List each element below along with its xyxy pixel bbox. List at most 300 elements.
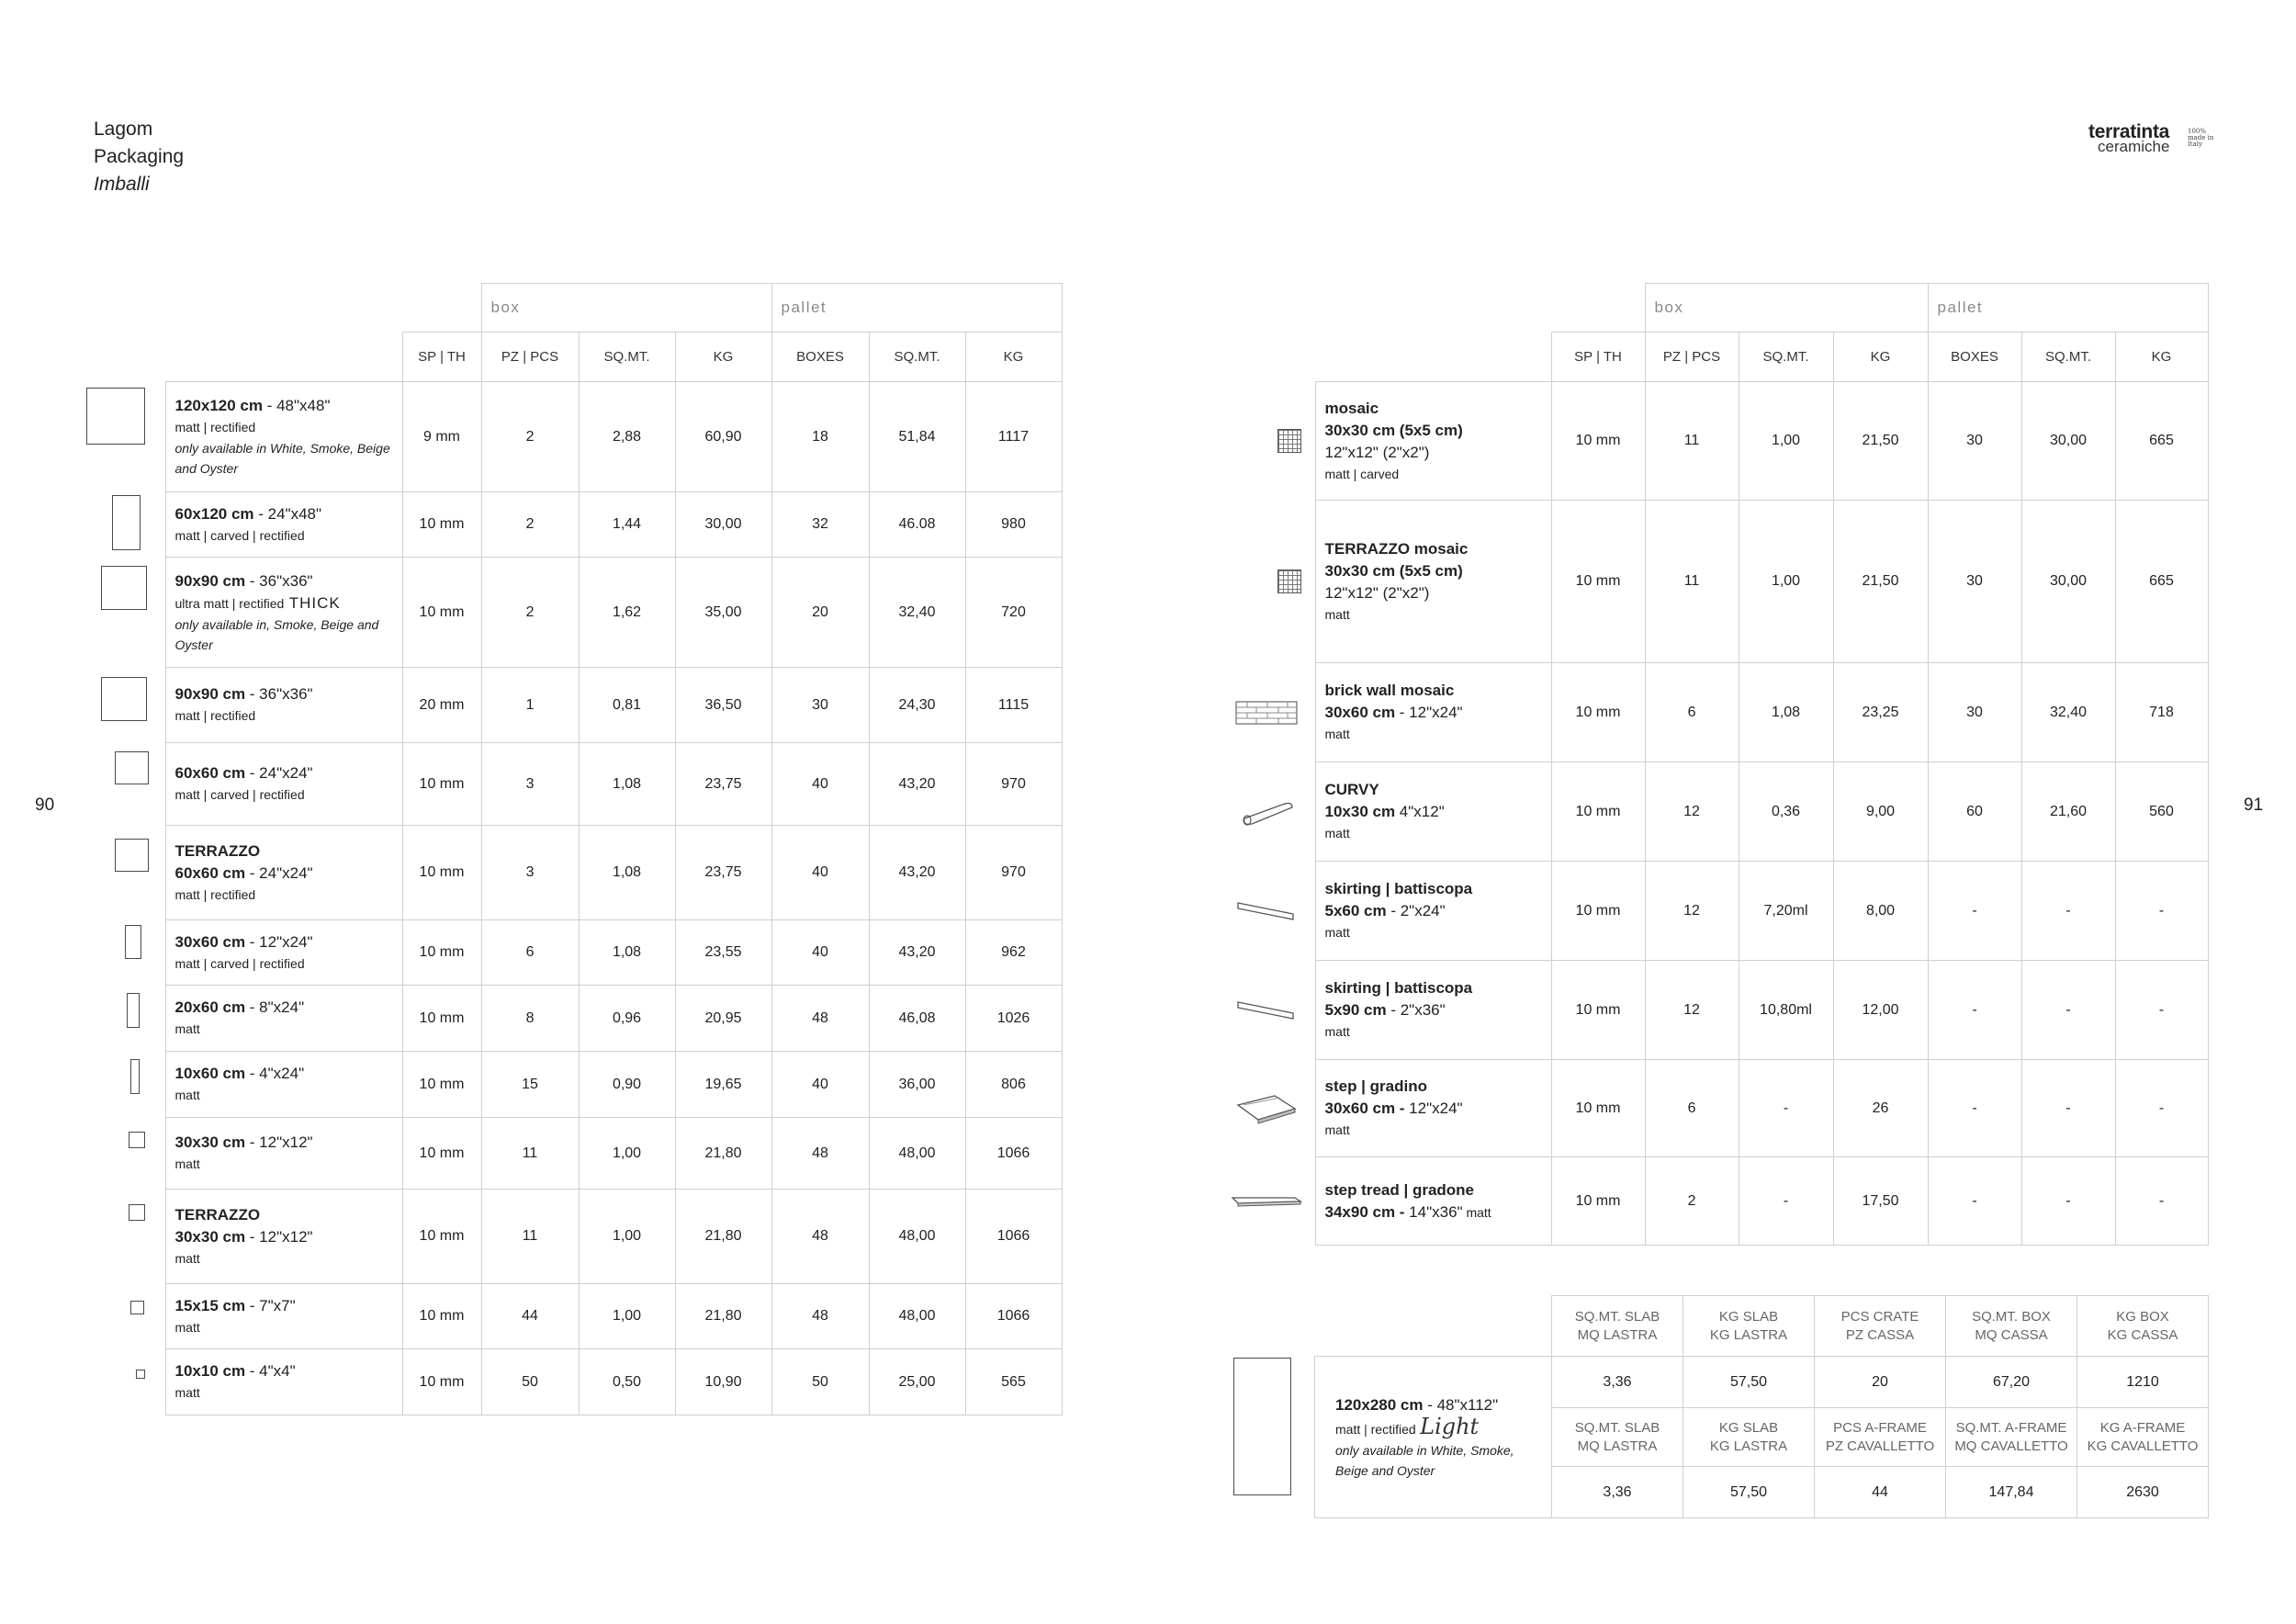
product-cell	[165, 1118, 402, 1190]
cell-pallet-sqmt: -	[2021, 862, 2115, 961]
product-cell	[1315, 663, 1551, 762]
section-title: Packaging	[94, 146, 185, 167]
product-size: 30x60 cm	[1324, 704, 1396, 721]
table-row	[83, 920, 1062, 986]
cell-pallet-kg: 565	[965, 1349, 1062, 1415]
cell-sp: 10 mm	[1551, 762, 1645, 862]
cell-boxes: -	[1928, 1157, 2021, 1246]
product-size-inch: - 8"x24"	[245, 998, 305, 1016]
thumb-cell	[83, 1349, 165, 1415]
thumb-cell	[83, 986, 165, 1052]
curvy-tile-icon	[1239, 798, 1294, 830]
cell-kg: 23,75	[675, 826, 771, 920]
mosaic-icon	[1277, 570, 1301, 593]
product-title: brick wall mosaic	[1324, 682, 1455, 699]
cell-boxes: -	[1928, 961, 2021, 1060]
table-row	[83, 1349, 1062, 1415]
cell-sqmt: 0,90	[579, 1052, 675, 1118]
cell-pallet-sqmt: -	[2021, 1060, 2115, 1157]
slab-h1-col5: KG BOX KG CASSA	[2077, 1296, 2209, 1357]
product-finish: matt | rectified	[174, 886, 256, 902]
cell-sqmt: 1,44	[579, 492, 675, 558]
cell-sqmt: 1,62	[579, 558, 675, 668]
thumb-cell	[83, 558, 165, 668]
product-size-inch: - 4"x24"	[245, 1065, 305, 1082]
step-tread-icon	[1231, 1192, 1302, 1215]
product-size-inch: 4"x12"	[1395, 803, 1445, 820]
product-note: only available in, Smoke, Beige and Oyster	[174, 616, 379, 652]
cell-pallet-sqmt: -	[2021, 961, 2115, 1060]
product-size: 60x60 cm	[174, 863, 246, 882]
cell-sp: 10 mm	[402, 826, 481, 920]
tile-swatch	[86, 388, 145, 445]
cell-boxes: -	[1928, 1060, 2021, 1157]
table-row	[1227, 862, 2208, 961]
product-size: 20x60 cm	[174, 998, 246, 1016]
cell-pallet-sqmt: 48,00	[869, 1118, 965, 1190]
slab-v1-1: 3,36	[1552, 1357, 1683, 1408]
cell-pallet-sqmt: 32,40	[869, 558, 965, 668]
cell-kg: 60,90	[675, 382, 771, 492]
product-cell	[1315, 862, 1551, 961]
slab-v1-4: 67,20	[1946, 1357, 2077, 1408]
cell-pz: 50	[481, 1349, 579, 1415]
cell-sqmt: 2,88	[579, 382, 675, 492]
slab-v2-1: 3,36	[1552, 1467, 1683, 1518]
slab-inch: - 48"x112"	[1423, 1395, 1499, 1414]
table-row	[83, 743, 1062, 826]
tile-swatch	[130, 1301, 144, 1314]
product-finish: ultra matt | rectified	[174, 595, 285, 611]
cell-boxes: 30	[1928, 501, 2021, 663]
cell-pallet-sqmt: 24,30	[869, 668, 965, 743]
cell-sqmt: 1,08	[579, 743, 675, 826]
product-finish: matt | carved | rectified	[174, 787, 305, 802]
logo-tag: 100% made in Italy	[2188, 128, 2214, 148]
cell-kg: 23,25	[1833, 663, 1928, 762]
cell-boxes: 40	[771, 743, 869, 826]
col-pallet-sqmt: SQ.MT.	[2021, 333, 2115, 382]
product-title: TERRAZZO	[174, 1205, 261, 1224]
col-sp: SP | TH	[1551, 333, 1645, 382]
product-size-inch: - 24"x24"	[245, 764, 313, 782]
thick-badge: THICK	[284, 593, 341, 612]
cell-sqmt: 0,81	[579, 668, 675, 743]
product-finish: matt	[1324, 925, 1350, 940]
thumb-cell	[83, 743, 165, 826]
product-title: skirting | battiscopa	[1324, 880, 1473, 897]
col-boxes: BOXES	[771, 333, 869, 382]
slab-h1-col2: KG SLAB KG LASTRA	[1683, 1296, 1815, 1357]
cell-kg: 35,00	[675, 558, 771, 668]
cell-pz: 15	[481, 1052, 579, 1118]
product-finish: matt	[1324, 606, 1350, 622]
cell-sqmt: 1,00	[579, 1284, 675, 1349]
cell-pallet-kg: -	[2115, 961, 2208, 1060]
product-finish: matt	[1324, 1024, 1350, 1039]
thumb-cell	[83, 1052, 165, 1118]
product-cell	[165, 826, 402, 920]
thumb-cell	[83, 668, 165, 743]
cell-sqmt: 1,00	[579, 1190, 675, 1284]
cell-pallet-kg: 720	[965, 558, 1062, 668]
table-row	[83, 826, 1062, 920]
cell-sp: 10 mm	[402, 1284, 481, 1349]
cell-sqmt: 0,36	[1739, 762, 1833, 862]
cell-pz: 44	[481, 1284, 579, 1349]
cell-pallet-kg: 560	[2115, 762, 2208, 862]
product-size-inch: 14"x36"	[1404, 1202, 1463, 1221]
thumb-cell	[1227, 1060, 1315, 1157]
product-finish: matt	[174, 1021, 200, 1036]
slab-finish: matt | rectified	[1335, 1421, 1416, 1437]
cell-boxes: 60	[1928, 762, 2021, 862]
skirting-icon	[1234, 899, 1299, 928]
cell-sqmt: 10,80ml	[1739, 961, 1833, 1060]
tile-swatch	[101, 566, 147, 610]
cell-sp: 10 mm	[402, 986, 481, 1052]
product-finish: matt | rectified	[174, 708, 256, 723]
brick-mosaic-icon	[1234, 698, 1299, 732]
product-title: step | gradino	[1324, 1077, 1427, 1095]
cell-boxes: 48	[771, 1118, 869, 1190]
product-cell	[1315, 382, 1551, 501]
product-size: 120x120 cm	[174, 397, 263, 414]
cell-kg: 21,50	[1833, 382, 1928, 501]
table-row	[83, 1118, 1062, 1190]
cell-sp: 10 mm	[402, 1190, 481, 1284]
left-packaging-table	[83, 283, 1063, 1415]
cell-sqmt: 1,08	[579, 826, 675, 920]
tile-swatch	[125, 925, 141, 959]
col-pallet-kg: KG	[2115, 333, 2208, 382]
product-size-inch: 12"x12" (2"x2")	[1324, 583, 1430, 602]
product-cell	[165, 1284, 402, 1349]
product-finish: matt	[1462, 1204, 1491, 1220]
product-finish: matt | rectified	[174, 420, 256, 434]
cell-pz: 12	[1645, 862, 1739, 961]
tile-swatch	[101, 677, 147, 721]
logo-sub: ceramiche	[2098, 138, 2170, 155]
product-size-inch: - 2"x24"	[1386, 902, 1446, 919]
cell-pallet-sqmt: 48,00	[869, 1284, 965, 1349]
cell-kg: 21,80	[675, 1190, 771, 1284]
product-size: 30x30 cm	[174, 1227, 246, 1246]
product-title: TERRAZZO mosaic	[1324, 539, 1469, 558]
cell-pallet-sqmt: 43,20	[869, 743, 965, 826]
product-finish: matt	[174, 1088, 200, 1102]
cell-pallet-kg: 718	[2115, 663, 2208, 762]
product-cell	[165, 492, 402, 558]
page-number-left: 90	[35, 795, 55, 815]
product-size-inch: 12"x24"	[1404, 1100, 1463, 1117]
slab-v2-4: 147,84	[1946, 1467, 2077, 1518]
thumb-cell	[83, 920, 165, 986]
page-header	[94, 116, 184, 198]
product-size: 60x120 cm	[174, 504, 254, 523]
thumb-cell	[83, 1190, 165, 1284]
slab-h2-col4: SQ.MT. A-FRAME MQ CAVALLETTO	[1946, 1408, 2077, 1467]
product-size-inch: - 36"x36"	[245, 685, 313, 703]
cell-pallet-kg: -	[2115, 1157, 2208, 1246]
table-row	[1227, 663, 2208, 762]
cell-pallet-kg: 1066	[965, 1284, 1062, 1349]
product-size: 15x15 cm	[174, 1296, 246, 1314]
cell-sp: 10 mm	[402, 492, 481, 558]
product-finish: matt	[1324, 826, 1350, 840]
cell-pz: 12	[1645, 762, 1739, 862]
cell-sp: 9 mm	[402, 382, 481, 492]
slab-v1-2: 57,50	[1683, 1357, 1815, 1408]
product-finish: matt	[174, 1250, 200, 1266]
cell-pallet-sqmt: -	[2021, 1157, 2115, 1246]
product-cell	[1315, 1060, 1551, 1157]
cell-boxes: 40	[771, 920, 869, 986]
slab-v1-5: 1210	[2077, 1357, 2209, 1408]
cell-boxes: 48	[771, 1284, 869, 1349]
product-size-inch: - 24"x24"	[245, 863, 313, 882]
product-size-inch: - 24"x48"	[253, 504, 322, 523]
cell-kg: 36,50	[675, 668, 771, 743]
cell-boxes: 30	[1928, 382, 2021, 501]
cell-kg: 8,00	[1833, 862, 1928, 961]
cell-pz: 3	[481, 826, 579, 920]
table-row	[83, 492, 1062, 558]
product-title: mosaic	[1324, 399, 1379, 417]
cell-kg: 21,80	[675, 1118, 771, 1190]
cell-sp: 10 mm	[402, 1118, 481, 1190]
cell-boxes: 18	[771, 382, 869, 492]
table-row	[83, 1190, 1062, 1284]
cell-sp: 10 mm	[1551, 961, 1645, 1060]
table-row	[83, 668, 1062, 743]
cell-sqmt: 0,96	[579, 986, 675, 1052]
right-packaging-table	[1227, 283, 2209, 1246]
tile-swatch	[129, 1204, 145, 1221]
product-finish: matt | carved	[1324, 466, 1400, 481]
cell-pallet-sqmt: 30,00	[2021, 501, 2115, 663]
table-row	[1227, 1060, 2208, 1157]
table-row	[1227, 1157, 2208, 1246]
collection-name: Lagom	[94, 118, 153, 140]
table-row	[83, 382, 1062, 492]
product-cell	[165, 1190, 402, 1284]
cell-boxes: 50	[771, 1349, 869, 1415]
cell-sqmt: 1,00	[579, 1118, 675, 1190]
cell-boxes: 32	[771, 492, 869, 558]
cell-boxes: 40	[771, 1052, 869, 1118]
product-size-inch: - 12"x24"	[1395, 704, 1463, 721]
slab-h2-col5: KG A-FRAME KG CAVALLETTO	[2077, 1408, 2209, 1467]
product-finish: matt	[1324, 1122, 1350, 1137]
cell-sqmt: 1,08	[1739, 663, 1833, 762]
product-cell	[1315, 961, 1551, 1060]
col-sp: SP | TH	[402, 333, 481, 382]
product-cell	[165, 986, 402, 1052]
cell-kg: 10,90	[675, 1349, 771, 1415]
product-size: 5x90 cm	[1324, 1001, 1387, 1019]
cell-pz: 6	[1645, 1060, 1739, 1157]
product-cell	[165, 1349, 402, 1415]
thumb-cell	[83, 492, 165, 558]
cell-pallet-sqmt: 21,60	[2021, 762, 2115, 862]
cell-pz: 2	[481, 558, 579, 668]
cell-pallet-kg: 1117	[965, 382, 1062, 492]
slab-h1-col4: SQ.MT. BOX MQ CASSA	[1946, 1296, 2077, 1357]
table-row	[1227, 762, 2208, 862]
product-size: 30x30 cm (5x5 cm)	[1324, 421, 1463, 439]
cell-pallet-sqmt: 25,00	[869, 1349, 965, 1415]
product-finish: matt	[174, 1319, 200, 1335]
product-cell	[165, 920, 402, 986]
product-size: 10x60 cm	[174, 1065, 246, 1082]
cell-pallet-sqmt: 30,00	[2021, 382, 2115, 501]
product-size: 10x10 cm	[174, 1362, 246, 1380]
cell-pz: 8	[481, 986, 579, 1052]
cell-pz: 11	[481, 1118, 579, 1190]
tile-swatch	[112, 495, 141, 550]
cell-sp: 10 mm	[1551, 501, 1645, 663]
col-kg: KG	[1833, 333, 1928, 382]
product-cell	[1315, 1157, 1551, 1246]
cell-pallet-kg: 970	[965, 826, 1062, 920]
col-pallet-kg: KG	[965, 333, 1062, 382]
product-finish: matt	[174, 1385, 200, 1400]
thumb-cell	[1227, 961, 1315, 1060]
thumb-cell	[83, 1118, 165, 1190]
cell-kg: 30,00	[675, 492, 771, 558]
table-row	[83, 558, 1062, 668]
slab-note: only available in White, Smoke, Beige and Oyster	[1335, 1442, 1514, 1478]
product-note: only available in White, Smoke, Beige and Oyster	[174, 441, 390, 476]
cell-sqmt: 0,50	[579, 1349, 675, 1415]
cell-sqmt: 1,00	[1739, 382, 1833, 501]
cell-kg: 26	[1833, 1060, 1928, 1157]
product-size-inch: - 48"x48"	[262, 397, 331, 414]
thumb-cell	[1227, 762, 1315, 862]
cell-pallet-sqmt: 48,00	[869, 1190, 965, 1284]
cell-pz: 1	[481, 668, 579, 743]
slab-h2-col3: PCS A-FRAME PZ CAVALLETTO	[1815, 1408, 1946, 1467]
terratinta-logo	[2077, 121, 2214, 158]
slab-h2-col2: KG SLAB KG LASTRA	[1683, 1408, 1815, 1467]
cell-pallet-kg: 665	[2115, 501, 2208, 663]
col-pz: PZ | PCS	[481, 333, 579, 382]
cell-pallet-kg: 970	[965, 743, 1062, 826]
cell-kg: 12,00	[1833, 961, 1928, 1060]
cell-pallet-sqmt: 43,20	[869, 826, 965, 920]
cell-sqmt: 7,20ml	[1739, 862, 1833, 961]
col-sqmt: SQ.MT.	[579, 333, 675, 382]
slab-packaging-table	[1314, 1295, 2209, 1518]
cell-pallet-kg: -	[2115, 862, 2208, 961]
cell-pallet-kg: 962	[965, 920, 1062, 986]
col-pallet-sqmt: SQ.MT.	[869, 333, 965, 382]
cell-pallet-sqmt: 46.08	[869, 492, 965, 558]
product-size: 30x30 cm (5x5 cm)	[1324, 561, 1463, 580]
cell-pallet-kg: 806	[965, 1052, 1062, 1118]
product-cell	[165, 668, 402, 743]
cell-pallet-kg: 665	[2115, 382, 2208, 501]
thumb-cell	[1227, 382, 1315, 501]
group-box-label: box	[481, 284, 771, 333]
cell-pz: 12	[1645, 961, 1739, 1060]
tile-swatch	[115, 839, 149, 872]
col-kg: KG	[675, 333, 771, 382]
thumb-cell	[83, 826, 165, 920]
product-size: 30x60 cm	[174, 932, 246, 951]
cell-pz: 2	[481, 492, 579, 558]
cell-boxes: 20	[771, 558, 869, 668]
cell-sp: 10 mm	[1551, 1060, 1645, 1157]
cell-pallet-sqmt: 32,40	[2021, 663, 2115, 762]
tile-swatch	[136, 1370, 145, 1379]
cell-pallet-sqmt: 43,20	[869, 920, 965, 986]
product-finish: matt | carved | rectified	[174, 527, 305, 543]
group-pallet-label: pallet	[1928, 284, 2208, 333]
product-cell	[165, 743, 402, 826]
slab-swatch	[1233, 1358, 1291, 1495]
cell-sp: 20 mm	[402, 668, 481, 743]
product-size: 30x60 cm -	[1324, 1100, 1405, 1117]
product-cell	[165, 382, 402, 492]
product-size-inch: - 12"x12"	[245, 1227, 313, 1246]
cell-kg: 19,65	[675, 1052, 771, 1118]
cell-pallet-sqmt: 36,00	[869, 1052, 965, 1118]
product-title: CURVY	[1324, 781, 1379, 798]
table-row	[83, 1052, 1062, 1118]
cell-sqmt: 1,00	[1739, 501, 1833, 663]
cell-sp: 10 mm	[402, 1052, 481, 1118]
slab-v2-3: 44	[1815, 1467, 1946, 1518]
product-title: step tread | gradone	[1324, 1180, 1475, 1199]
product-size: 5x60 cm	[1324, 902, 1387, 919]
product-size: 90x90 cm	[174, 685, 246, 703]
cell-pz: 6	[481, 920, 579, 986]
cell-pz: 2	[1645, 1157, 1739, 1246]
col-sqmt: SQ.MT.	[1739, 333, 1833, 382]
product-title: TERRAZZO	[174, 841, 261, 860]
cell-kg: 9,00	[1833, 762, 1928, 862]
slab-h2-col1: SQ.MT. SLAB MQ LASTRA	[1552, 1408, 1683, 1467]
cell-boxes: 30	[771, 668, 869, 743]
product-finish: matt	[174, 1156, 200, 1171]
product-cell	[165, 1052, 402, 1118]
cell-boxes: 48	[771, 986, 869, 1052]
cell-boxes: 48	[771, 1190, 869, 1284]
cell-pallet-sqmt: 46,08	[869, 986, 965, 1052]
table-row	[83, 986, 1062, 1052]
cell-pz: 6	[1645, 663, 1739, 762]
product-cell	[165, 558, 402, 668]
product-size: 30x30 cm	[174, 1133, 246, 1151]
thumb-cell	[1227, 1157, 1315, 1246]
slab-h1-col3: PCS CRATE PZ CASSA	[1815, 1296, 1946, 1357]
slab-script: Light	[1420, 1413, 1480, 1439]
cell-sp: 10 mm	[402, 920, 481, 986]
cell-sqmt: -	[1739, 1060, 1833, 1157]
product-size: 60x60 cm	[174, 764, 246, 782]
product-size: 10x30 cm	[1324, 803, 1396, 820]
slab-v2-5: 2630	[2077, 1467, 2209, 1518]
cell-pz: 11	[1645, 501, 1739, 663]
cell-sp: 10 mm	[1551, 382, 1645, 501]
mosaic-icon	[1277, 429, 1301, 453]
tile-swatch	[127, 993, 140, 1028]
product-size-inch: - 36"x36"	[245, 571, 313, 590]
slab-product-cell	[1315, 1357, 1552, 1518]
slab-v2-2: 57,50	[1683, 1467, 1815, 1518]
